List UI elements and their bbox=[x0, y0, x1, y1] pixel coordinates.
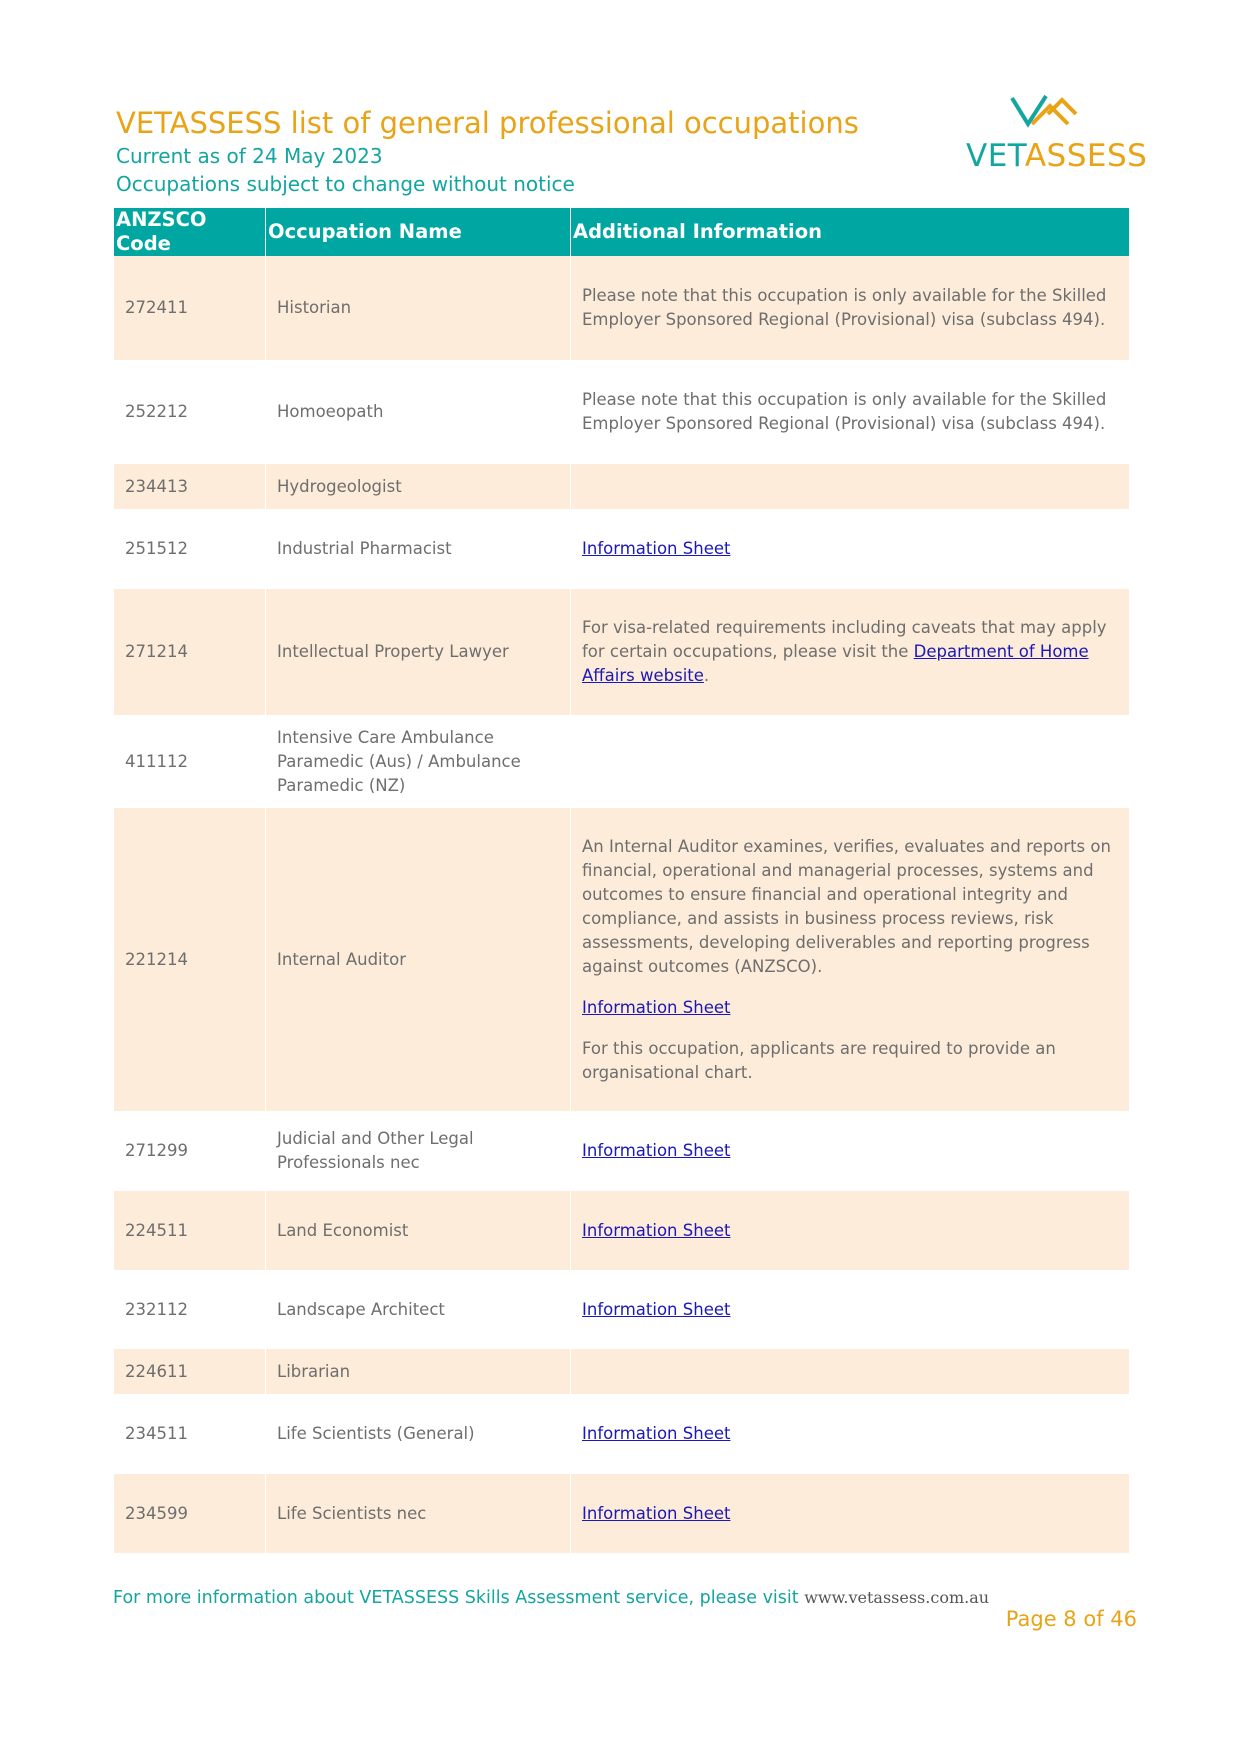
occupation-name: Judicial and Other Legal Professionals nec bbox=[266, 1111, 571, 1191]
occupation-name: Intensive Care Ambulance Paramedic (Aus) / Ambulance Paramedic (NZ) bbox=[266, 715, 571, 808]
additional-info bbox=[571, 1474, 1130, 1553]
anzsco-code: 224611 bbox=[114, 1349, 266, 1394]
anzsco-code: 221214 bbox=[114, 808, 266, 1111]
anzsco-code: 234413 bbox=[114, 464, 266, 509]
additional-info bbox=[571, 808, 1130, 1111]
anzsco-code: 272411 bbox=[114, 256, 266, 360]
header-additional-information: Additional Information bbox=[571, 208, 1130, 256]
table-row bbox=[114, 715, 1130, 808]
table-row bbox=[114, 589, 1130, 715]
information-sheet-link[interactable]: Information Sheet bbox=[582, 1424, 731, 1443]
information-sheet-link[interactable]: Information Sheet bbox=[582, 1299, 731, 1319]
occupation-name: Homoeopath bbox=[266, 360, 571, 464]
anzsco-code: 234511 bbox=[114, 1394, 266, 1474]
additional-info bbox=[571, 464, 1130, 509]
footer-text: For more information about VETASSESS Skills Assessment service, please visit bbox=[113, 1588, 805, 1608]
anzsco-code: 232112 bbox=[114, 1270, 266, 1349]
occupation-name: Intellectual Property Lawyer bbox=[266, 589, 571, 715]
footer-url: www.vetassess.com.au bbox=[804, 1588, 990, 1607]
table-row bbox=[114, 1474, 1130, 1553]
table-row bbox=[114, 1349, 1130, 1394]
anzsco-code: 251512 bbox=[114, 509, 266, 589]
additional-info bbox=[571, 1349, 1130, 1394]
occupation-name: Land Economist bbox=[266, 1191, 571, 1270]
footer-info bbox=[113, 1588, 989, 1608]
table-row bbox=[114, 1191, 1130, 1270]
anzsco-code: 234599 bbox=[114, 1474, 266, 1553]
logo-wordmark: VETASSESS bbox=[966, 138, 1148, 174]
header-anzsco-code: ANZSCO Code bbox=[114, 208, 266, 256]
document-title: VETASSESS list of general professional occupations bbox=[116, 106, 859, 140]
table-header-row bbox=[114, 208, 1130, 256]
additional-info: Please note that this occupation is only available for the Skilled Employer Sponsored Regional (Provisional) visa (subclass 494). bbox=[571, 360, 1130, 464]
additional-info: Please note that this occupation is only available for the Skilled Employer Sponsored Regional (Provisional) visa (subclass 494). bbox=[571, 256, 1130, 360]
anzsco-code: 271214 bbox=[114, 589, 266, 715]
home-affairs-link[interactable]: Department of Home Affairs website bbox=[582, 642, 1089, 685]
occupation-name: Historian bbox=[266, 256, 571, 360]
additional-info bbox=[571, 1394, 1130, 1474]
additional-info bbox=[571, 1270, 1130, 1349]
occupation-name: Librarian bbox=[266, 1349, 571, 1394]
additional-info bbox=[571, 509, 1130, 589]
occupation-description: An Internal Auditor examines, verifies, evaluates and reports on financial, operational and managerial processes, systems and outcomes to ensure financial and operational integrity and compliance, and assists in business process reviews, risk assessments, developing deliverables and reporting progress against outcomes (ANZSCO). bbox=[582, 836, 1111, 976]
occupation-requirement: For this occupation, applicants are required to provide an organisational chart. bbox=[582, 1038, 1056, 1082]
table-row bbox=[114, 1394, 1130, 1474]
information-sheet-link[interactable]: Information Sheet bbox=[582, 1220, 731, 1240]
occupation-name: Hydrogeologist bbox=[266, 464, 571, 509]
change-notice: Occupations subject to change without notice bbox=[116, 172, 575, 196]
information-sheet-link[interactable]: Information Sheet bbox=[582, 1503, 731, 1523]
current-as-of: Current as of 24 May 2023 bbox=[116, 144, 383, 168]
table-row bbox=[114, 1111, 1130, 1191]
occupation-name: Internal Auditor bbox=[266, 808, 571, 1111]
occupation-name: Life Scientists nec bbox=[266, 1474, 571, 1553]
anzsco-code: 271299 bbox=[114, 1111, 266, 1191]
page-header bbox=[116, 104, 859, 198]
header-occupation-name: Occupation Name bbox=[266, 208, 571, 256]
table-row bbox=[114, 509, 1130, 589]
additional-info bbox=[571, 1111, 1130, 1191]
additional-info bbox=[571, 715, 1130, 808]
occupations-table bbox=[113, 208, 1130, 1553]
table-row bbox=[114, 256, 1130, 360]
information-sheet-link[interactable]: Information Sheet bbox=[582, 997, 731, 1017]
additional-info: For visa-related requirements including caveats that may apply for certain occupations, please visit the Department of Home Affairs website. bbox=[571, 589, 1130, 715]
vetassess-logo bbox=[966, 90, 1148, 174]
logo-mark-icon bbox=[1010, 92, 1080, 140]
table-row bbox=[114, 464, 1130, 509]
additional-info bbox=[571, 1191, 1130, 1270]
information-sheet-link[interactable]: Information Sheet bbox=[582, 1141, 731, 1160]
anzsco-code: 224511 bbox=[114, 1191, 266, 1270]
information-sheet-link[interactable]: Information Sheet bbox=[582, 539, 731, 558]
anzsco-code: 252212 bbox=[114, 360, 266, 464]
occupation-name: Industrial Pharmacist bbox=[266, 509, 571, 589]
table-row bbox=[114, 360, 1130, 464]
occupation-name: Life Scientists (General) bbox=[266, 1394, 571, 1474]
page-number: Page 8 of 46 bbox=[1005, 1607, 1137, 1631]
table-row bbox=[114, 1270, 1130, 1349]
anzsco-code: 411112 bbox=[114, 715, 266, 808]
table-row bbox=[114, 808, 1130, 1111]
occupation-name: Landscape Architect bbox=[266, 1270, 571, 1349]
